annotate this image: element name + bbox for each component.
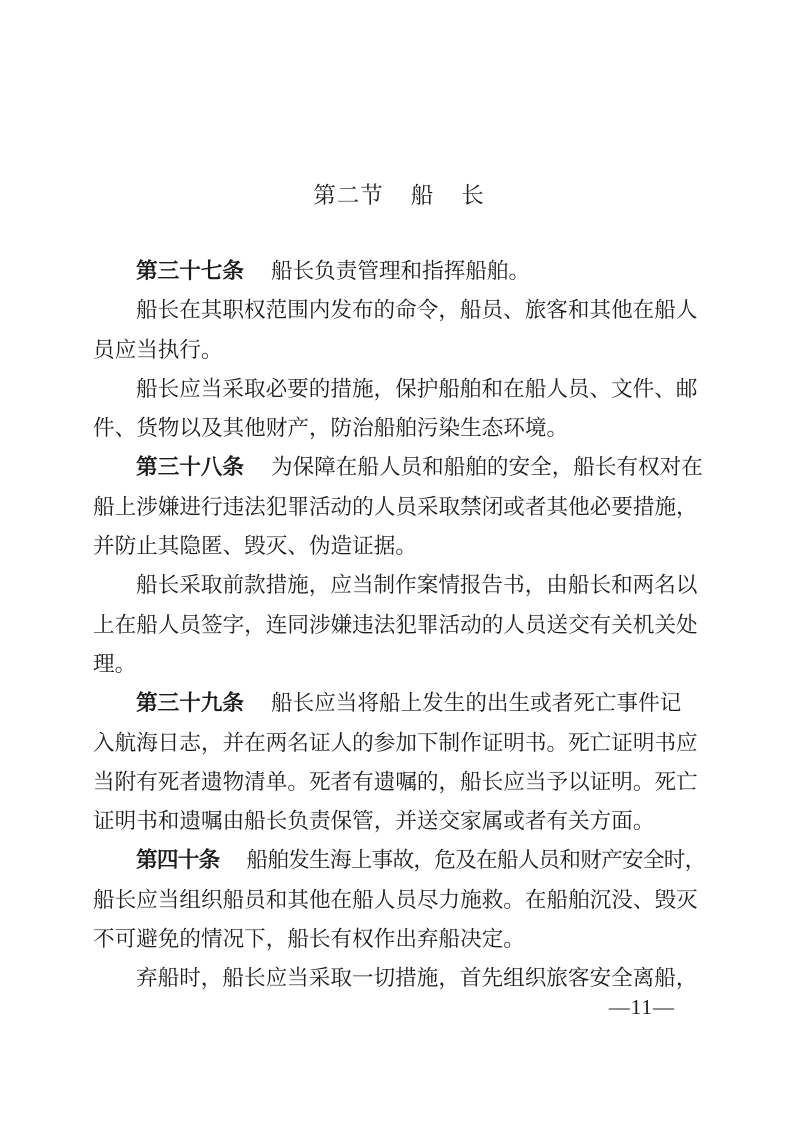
- line-text: 船上涉嫌进行违法犯罪活动的人员采取禁闭或者其他必要措施，: [93, 494, 698, 519]
- text-line: [93, 291, 705, 330]
- page-number: —11—: [608, 995, 675, 1019]
- line-text: 并防止其隐匿、毁灭、伪造证据。: [93, 534, 417, 559]
- text-line: [93, 331, 705, 370]
- text-line: [93, 724, 705, 763]
- text-line: [93, 959, 705, 998]
- section-title: [93, 182, 705, 210]
- line-text: 船长在其职权范围内发布的命令，船员、旅客和其他在船人: [136, 298, 698, 323]
- section-title-part: 第二节: [313, 183, 384, 208]
- line-text: 不可避免的情况下，船长有权作出弃船决定。: [93, 927, 525, 952]
- section-title-part: 长: [461, 183, 485, 208]
- line-text: 船长采取前款措施，应当制作案情报告书，由船长和两名以: [136, 573, 698, 598]
- text-line: [93, 802, 705, 841]
- article-number: 第三十八条: [136, 455, 244, 480]
- line-text: 员应当执行。: [93, 337, 223, 362]
- text-line: [93, 645, 705, 684]
- line-text: 船长应当组织船员和其他在船人员尽力施救。在船舶沉没、毁灭: [93, 887, 698, 912]
- line-text: 船长应当将船上发生的出生或者死亡事件记: [270, 691, 682, 716]
- text-line: [93, 841, 705, 880]
- line-text: 船长应当采取必要的措施，保护船舶和在船人员、文件、邮: [136, 376, 698, 401]
- text-line: [93, 448, 705, 487]
- article-number: 第四十条: [136, 848, 220, 873]
- line-text: 当附有死者遗物清单。死者有遗嘱的，船长应当予以证明。死亡: [93, 769, 698, 794]
- line-text: 证明书和遗嘱由船长负责保管，并送交家属或者有关方面。: [93, 809, 655, 834]
- text-line: [93, 881, 705, 920]
- text-line: [93, 763, 705, 802]
- line-text: 船长负责管理和指挥船舶。: [270, 259, 531, 283]
- text-line: [93, 566, 705, 605]
- text-line: [93, 409, 705, 448]
- line-text: 入航海日志，并在两名证人的参加下制作证明书。死亡证明书应: [93, 730, 698, 755]
- text-line: [93, 920, 705, 959]
- text-line: [93, 252, 705, 291]
- section-title-part: 船: [410, 183, 435, 208]
- text-line: [93, 370, 705, 409]
- line-text: 上在船人员签字，连同涉嫌违法犯罪活动的人员送交有关机关处: [93, 612, 698, 637]
- text-line: [93, 684, 705, 723]
- line-text: 件、货物以及其他财产，防治船舶污染生态环境。: [93, 416, 569, 441]
- text-line: [93, 527, 705, 566]
- body-text: [93, 252, 705, 999]
- line-text: 船舶发生海上事故，危及在船人员和财产安全时，: [246, 848, 706, 873]
- text-line: [93, 606, 705, 645]
- line-text: 弃船时，船长应当采取一切措施，首先组织旅客安全离船，: [136, 966, 698, 991]
- line-text: 理。: [93, 651, 137, 676]
- line-text: 为保障在船人员和船舶的安全，船长有权对在: [270, 455, 703, 480]
- article-number: 第三十七条: [136, 259, 244, 283]
- article-number: 第三十九条: [136, 691, 244, 716]
- text-line: [93, 488, 705, 527]
